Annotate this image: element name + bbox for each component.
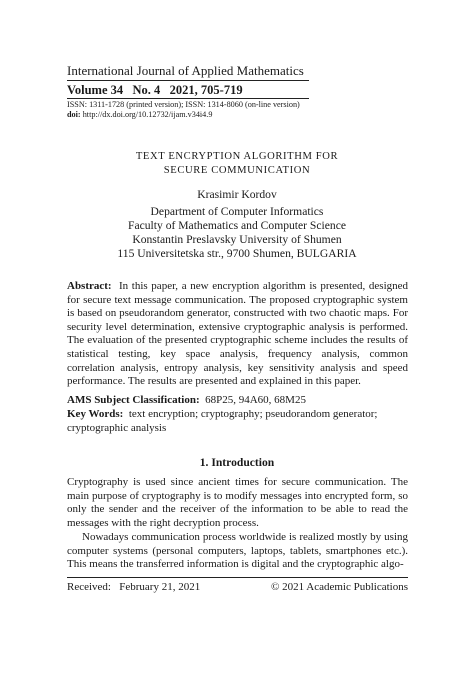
intro-paragraph-2: Nowadays communication process worldwide is realized mostly by using computer systems (personal computers, laptops, tablets, smartphones etc.). This means the transferred information is digital and the cryptographic algo-	[67, 531, 408, 571]
intro-paragraph-1: Cryptography is used since ancient times for secure communication. The main purpose of cryptography is to modify messages into encrypted form, so only the sender and the receiver of the information to be able to read the messages with the right decryption process.	[67, 476, 408, 529]
author-name: Krasimir Kordov	[197, 188, 277, 201]
affiliation-line: Department of Computer Informatics	[150, 205, 324, 218]
header-rule-top	[67, 80, 309, 81]
issn-line: ISSN: 1311-1728 (printed version); ISSN: 1314-8060 (on-line version)	[67, 100, 300, 109]
paper-title-line-1: TEXT ENCRYPTION ALGORITHM FOR	[135, 151, 339, 162]
copyright-notice: © 2021 Academic Publications	[271, 581, 408, 593]
keywords-block	[67, 408, 408, 435]
abstract-text: In this paper, a new encryption algorithm is presented, designed for secure text message communication. The proposed cryptographic system is based on pseudorandom generator, constructed with two chaotic maps. For security level determination, extensive cryptographic analysis is performed. The evaluation of the presented cryptographic scheme includes the results of statistical testing, key space analysis, frequency analysis, common correlation analysis, entropy analysis, key sensitivity analysis and speed performance. The results are presented and explained in this paper.	[67, 280, 409, 388]
keywords-value: text encryption; cryptography; pseudorandom generator; cryptographic analysis	[67, 408, 378, 434]
footer-rule	[67, 577, 408, 578]
header-rule-bottom	[67, 98, 309, 99]
journal-name: International Journal of Applied Mathematics	[67, 63, 304, 78]
abstract-block	[67, 280, 408, 389]
affiliation-line: Faculty of Mathematics and Computer Science	[128, 219, 346, 232]
received-label: Received:	[67, 581, 111, 593]
ams-value: 68P25, 94A60, 68M25	[205, 394, 306, 406]
paper-title-line-2: SECURE COMMUNICATION	[163, 165, 311, 176]
abstract-label: Abstract:	[67, 280, 112, 292]
volume-line: Volume 34 No. 4 2021, 705-719	[67, 83, 243, 97]
received-date: February 21, 2021	[119, 581, 201, 593]
doi-value: http://dx.doi.org/10.12732/ijam.v34i4.9	[80, 110, 213, 119]
affiliation-line: 115 Universitetska str., 9700 Shumen, BULGARIA	[117, 247, 357, 260]
affiliation-line: Konstantin Preslavsky University of Shumen	[132, 233, 342, 246]
doi-label: doi:	[67, 110, 81, 119]
keywords-label: Key Words:	[67, 408, 124, 420]
ams-classification	[67, 394, 408, 408]
ams-label: AMS Subject Classification:	[67, 394, 200, 406]
received-line	[67, 581, 200, 593]
doi-line	[67, 110, 212, 119]
section-heading: 1. Introduction	[199, 456, 275, 469]
